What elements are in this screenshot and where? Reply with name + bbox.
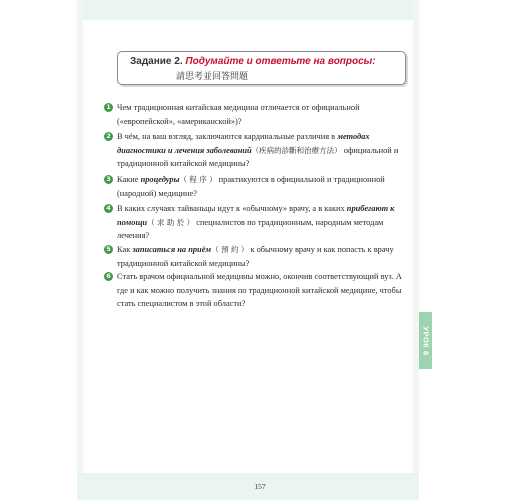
question-4	[106, 202, 413, 243]
page-top-band	[77, 0, 419, 20]
question-text: В чём, на ваш взгляд, заключаются кардинальные различия в	[117, 132, 338, 141]
question-6	[106, 270, 413, 311]
task-subtitle-cn: 請思考並回答問題	[176, 72, 249, 82]
question-text: Какие	[117, 175, 141, 184]
question-text: практикуются в официальной и традиционной (народной) медицине?	[117, 175, 385, 198]
lesson-side-tab	[419, 312, 432, 369]
question-text: В каких случаях тайваньцы идут к «обычному» врачу, а в каких	[117, 204, 347, 213]
question-text: Как	[117, 245, 133, 254]
question-number-badge: 1	[104, 103, 113, 112]
question-5	[106, 243, 413, 270]
question-text: Стать врачом официальной медицины можно, окончив соответствующий вуз. А где и как можно получить знания по традиционной китайской медицине, чтобы стать специалистом в этой области?	[117, 272, 402, 309]
lesson-side-tab-label: УРОК 6	[421, 325, 430, 356]
question-text: Чем традиционная китайская медицина отличается от официальной («европейской», «американской»)?	[117, 103, 360, 126]
question-key-term-cn: （ 求 助 於 ）	[147, 217, 195, 227]
page-left-band	[77, 0, 83, 500]
page-number: 157	[254, 482, 266, 491]
question-text: специалистов по традиционным, народным методам лечения?	[117, 217, 384, 241]
question-number-badge: 2	[104, 132, 113, 141]
question-number-badge: 4	[104, 204, 113, 213]
task-title-line	[130, 56, 376, 67]
question-1	[106, 101, 413, 128]
question-number-badge: 5	[104, 245, 113, 254]
question-key-term: прибегают к помощи	[117, 204, 395, 227]
task-number: Задание 2.	[130, 56, 183, 67]
question-key-term-cn: （ 程 序 ）	[179, 175, 217, 184]
question-number-badge: 3	[104, 175, 113, 184]
question-3	[106, 173, 413, 200]
question-key-term-cn: （ 預 約 ）	[211, 245, 249, 254]
question-key-term: методах диагностики и лечения заболеваний	[117, 132, 370, 155]
task-title: Подумайте и ответьте на вопросы:	[185, 56, 376, 67]
question-key-term-cn: （疾病的診斷和治療方法）	[251, 145, 342, 155]
page-bottom-band	[77, 473, 419, 500]
question-key-term: процедуры	[140, 175, 180, 184]
question-key-term: записаться на приём	[132, 245, 212, 254]
question-text: официальной и традиционной китайской медицины?	[117, 145, 399, 169]
question-number-badge: 6	[104, 272, 113, 281]
question-2	[106, 130, 413, 171]
question-text: к обычному врачу и как попасть к врачу традиционной китайской медицины?	[117, 245, 394, 268]
page-right-band	[413, 0, 419, 500]
task-header-box	[117, 51, 406, 85]
